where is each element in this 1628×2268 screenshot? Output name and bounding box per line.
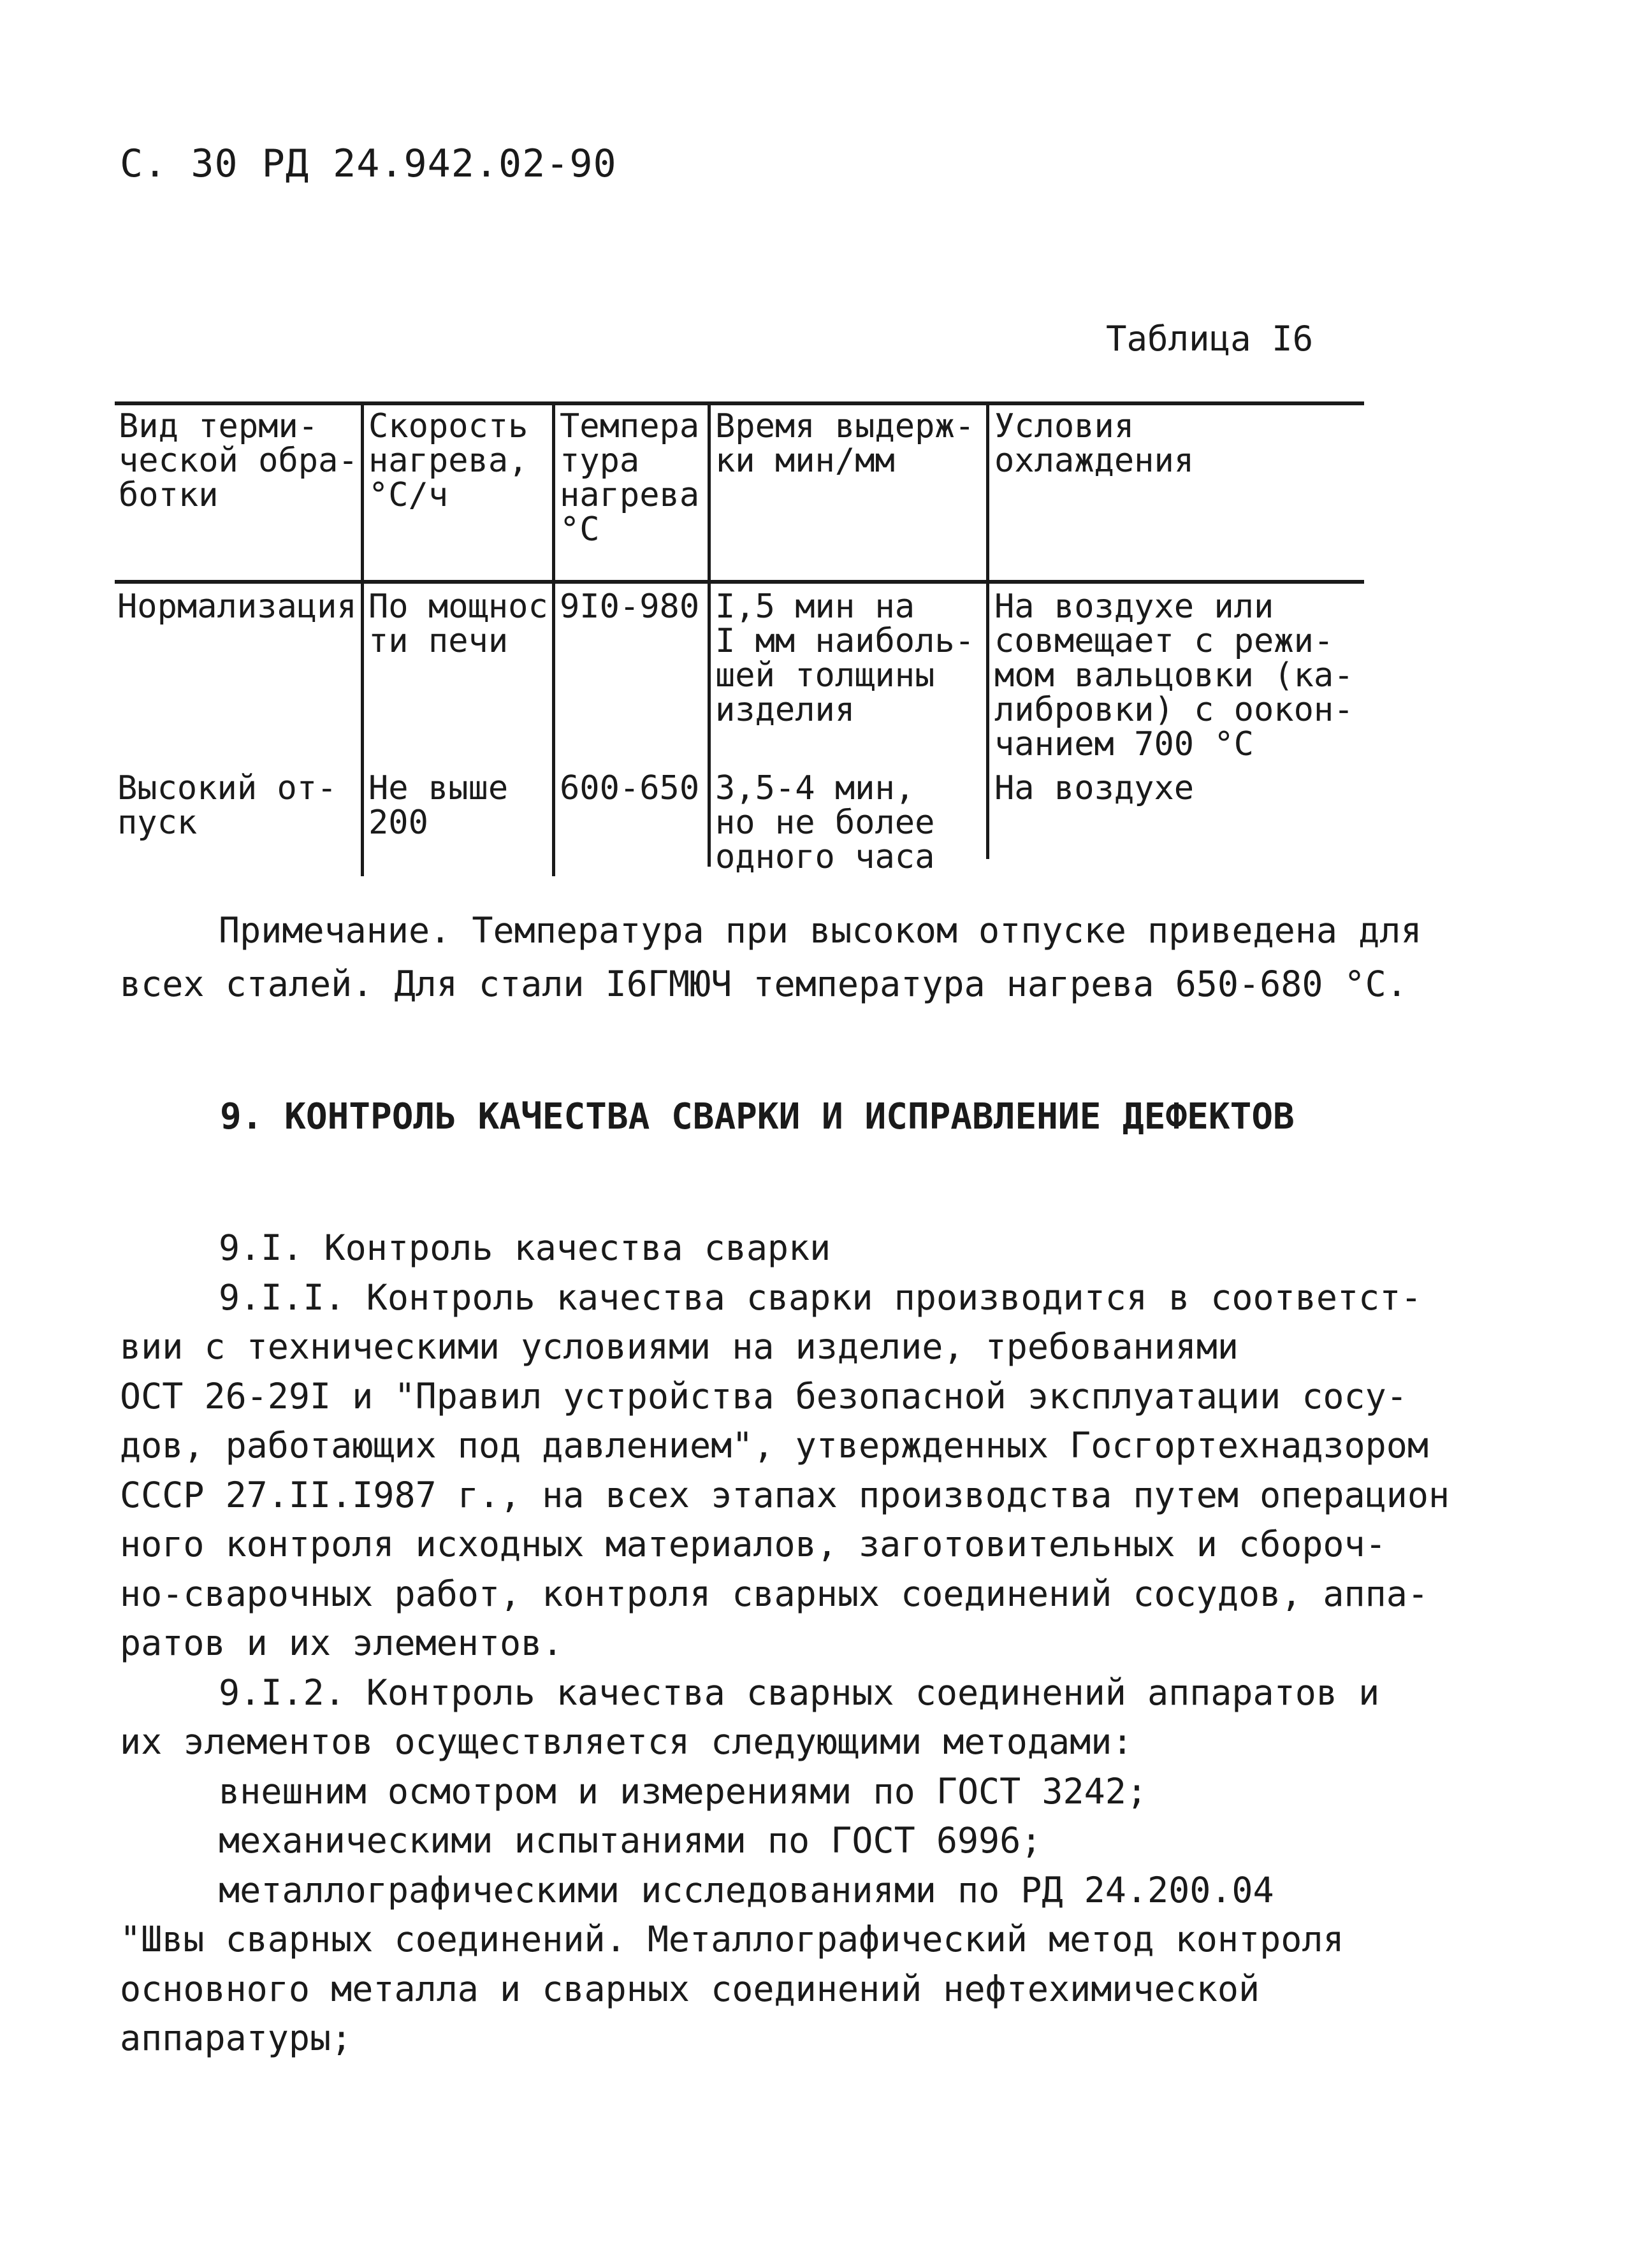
header-cell-treatment-type: Вид терми- ческой обра- ботки [119, 407, 358, 514]
body-line: металлографическими исследованиями по РД 24.200.04 [219, 1869, 1274, 1910]
page-header: С. 30 РД 24.942.02-90 [120, 141, 617, 186]
column-divider-2 [552, 401, 555, 876]
table-row-tempering-time: 3,5-4 мин, но не более одного часа [715, 769, 935, 876]
body-line: 9.I. Контроль качества сварки [219, 1227, 831, 1268]
body-text [120, 1224, 1450, 2063]
body-line: СССР 27.II.I987 г., на всех этапах производства путем операцион [120, 1474, 1450, 1515]
section-title: 9. КОНТРОЛЬ КАЧЕСТВА СВАРКИ И ИСПРАВЛЕНИЕ ДЕФЕКТОВ [220, 1096, 1295, 1138]
table-note [120, 904, 1422, 1011]
body-line: вии с техническими условиями на изделие, требованиями [120, 1326, 1239, 1367]
header-cell-cooling-conditions: Условия охлаждения [994, 407, 1195, 480]
table-top-rule [115, 401, 1364, 405]
body-line: но-сварочных работ, контроля сварных соединений сосудов, аппа- [120, 1573, 1428, 1614]
body-line: 9.I.2. Контроль качества сварных соединений аппаратов и [219, 1672, 1380, 1713]
header-cell-heating-temperature: Темпера тура нагрева °С [560, 407, 700, 549]
note-line: всех сталей. Для стали I6ГМЮЧ температура нагрева 650-680 °С. [120, 964, 1407, 1004]
table-row-tempering-temp: 600-650 [560, 769, 700, 807]
body-line: внешним осмотром и измерениями по ГОСТ 3242; [219, 1770, 1147, 1812]
body-line: дов, работающих под давлением", утвержденных Госгортехнадзором [120, 1425, 1428, 1466]
body-line: аппаратуры; [120, 2018, 352, 2058]
body-line: их элементов осуществляется следующими методами: [120, 1721, 1133, 1762]
body-line: ного контроля исходных материалов, заготовительных и сбороч- [120, 1524, 1386, 1564]
body-line: механическими испытаниями по ГОСТ 6996; [219, 1820, 1042, 1861]
body-line: "Швы сварных соединений. Металлографический метод контроля [120, 1919, 1344, 1960]
table-row-normalization-temp: 9I0-980 [560, 588, 700, 626]
header-cell-heating-rate: Скорость нагрева, °С/ч [368, 407, 528, 514]
table-row-tempering-rate: Не выше 200 [368, 769, 509, 842]
table-row-tempering-type: Высокий от- пуск [117, 769, 337, 842]
column-divider-3 [708, 401, 711, 867]
body-line: 9.I.I. Контроль качества сварки производится в соответст- [219, 1276, 1422, 1318]
table-row-normalization-type: Нормализация [117, 588, 357, 626]
table-row-normalization-rate: По мощнос ти печи [368, 588, 548, 660]
header-cell-holding-time: Время выдерж- ки мин/мм [715, 407, 975, 480]
body-line: ОСТ 26-29I и "Правил устройства безопасной эксплуатации сосу- [120, 1375, 1407, 1417]
column-divider-1 [361, 401, 364, 876]
table-row-normalization-cooling: На воздухе или совмещает с режи- мом вальцовки (ка- либровки) с оокон- чанием 700 °С [994, 588, 1354, 763]
table-caption: Таблица I6 [1106, 319, 1314, 359]
heat-treatment-table [115, 401, 1364, 879]
table-header-rule [115, 580, 1364, 584]
body-line: ратов и их элементов. [120, 1622, 563, 1663]
table-row-normalization-time: I,5 мин на I мм наиболь- шей толщины изделия [715, 588, 975, 729]
column-divider-4 [986, 401, 989, 859]
table-row-tempering-cooling: На воздухе [994, 769, 1195, 807]
body-line: основного металла и сварных соединений нефтехимической [120, 1968, 1260, 2009]
note-line: Примечание. Температура при высоком отпуске приведена для [219, 910, 1422, 951]
